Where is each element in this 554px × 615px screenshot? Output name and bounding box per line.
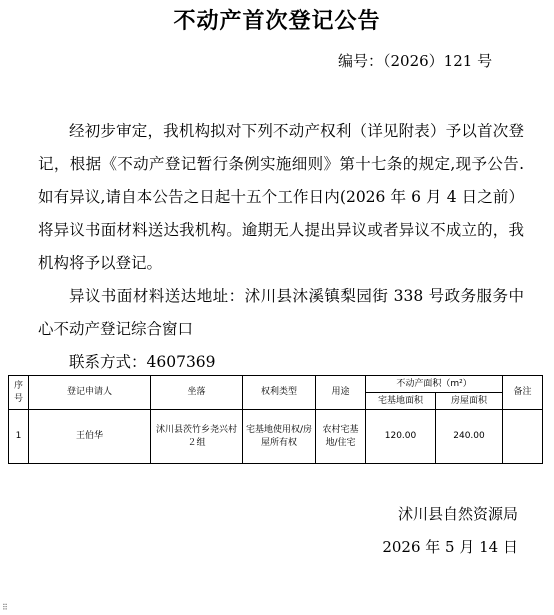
cell-remarks [503,410,543,464]
page-title: 不动产首次登记公告 [173,8,381,34]
issuing-organization: 沭川县自然资源局 [397,505,518,523]
contact-paragraph: 联系方式：4607369 [69,353,216,371]
header-seq: 序号 [9,376,29,410]
cell-location: 沭川县茨竹乡尧兴村２组 [151,410,243,464]
cell-right-type: 宅基地使用权/房屋所有权 [243,410,316,464]
resize-grip-icon: ⠿ [2,603,8,612]
table-header-row [9,376,543,393]
header-right-type: 权利类型 [243,376,316,410]
header-land-area: 宅基地面积 [366,393,436,410]
header-remarks: 备注 [503,376,543,410]
announcement-paragraph: 经初步审定，我机构拟对下列不动产权利（详见附表）予以首次登记，根据《不动产登记暂行条例实施细则》第十七条的规定,现予公告.如有异议,请自本公告之日起十五个工作日内(2026 年 6 月 4 日之前）将异议书面材料送达我机构。逾期无人提出异议或者异议不成立的，我机构将予以登记。 [38,122,524,272]
document-number: 编号：（2026）121 号 [338,52,493,70]
header-usage: 用途 [316,376,366,410]
cell-usage: 农村宅基地/住宅 [316,410,366,464]
issue-date: 2026 年 5 月 14 日 [382,538,518,556]
cell-land-area: 120.00 [366,410,436,464]
cell-seq: 1 [9,410,29,464]
table-row [9,410,543,464]
registration-table [8,375,543,464]
header-location: 坐落 [151,376,243,410]
cell-house-area: 240.00 [436,410,503,464]
header-applicant: 登记申请人 [29,376,151,410]
header-area-group: 不动产面积（m²） [366,376,503,393]
objection-address-paragraph: 异议书面材料送达地址：沭川县沐溪镇梨园街 338 号政务服务中心不动产登记综合窗口 [38,287,524,338]
header-house-area: 房屋面积 [436,393,503,410]
cell-applicant: 王伯华 [29,410,151,464]
